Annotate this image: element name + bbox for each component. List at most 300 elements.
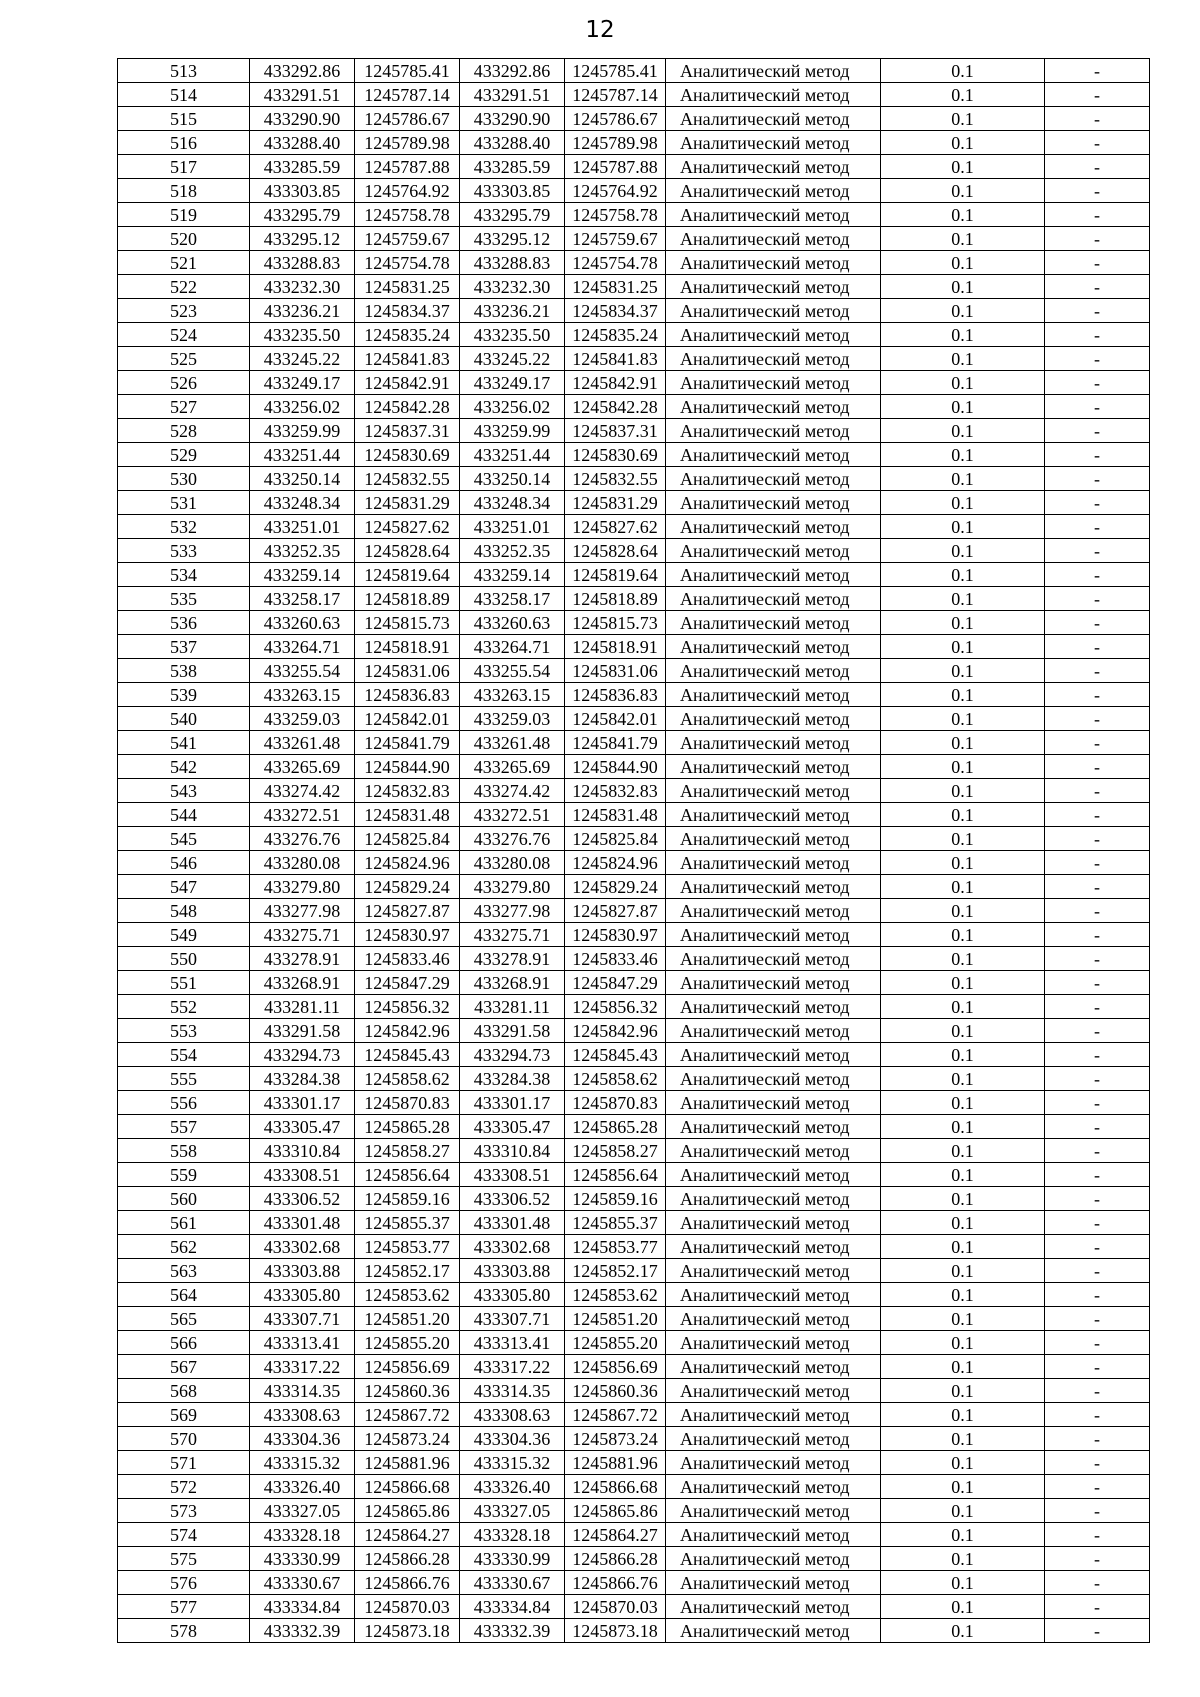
x-coordinate-cell: 433306.52 <box>250 1187 355 1211</box>
point-number-cell: 560 <box>118 1187 250 1211</box>
x-coordinate-cell: 433275.71 <box>250 923 355 947</box>
empty-mark-cell: - <box>1045 1283 1150 1307</box>
table-row <box>118 1283 1150 1307</box>
y-coordinate-cell: 1245832.55 <box>565 467 666 491</box>
y-coordinate-cell: 1245841.79 <box>355 731 460 755</box>
y-coordinate-cell: 1245764.92 <box>355 179 460 203</box>
x-coordinate-cell: 433280.08 <box>250 851 355 875</box>
y-coordinate-cell: 1245851.20 <box>565 1307 666 1331</box>
x-coordinate-cell: 433291.51 <box>460 83 565 107</box>
table-row <box>118 683 1150 707</box>
x-coordinate-cell: 433264.71 <box>250 635 355 659</box>
point-number-cell: 529 <box>118 443 250 467</box>
x-coordinate-cell: 433305.80 <box>460 1283 565 1307</box>
point-number-cell: 562 <box>118 1235 250 1259</box>
method-cell: Аналитический метод <box>666 1235 881 1259</box>
table-row <box>118 611 1150 635</box>
accuracy-cell: 0.1 <box>881 1283 1045 1307</box>
accuracy-cell: 0.1 <box>881 947 1045 971</box>
point-number-cell: 531 <box>118 491 250 515</box>
method-cell: Аналитический метод <box>666 467 881 491</box>
table-row <box>118 563 1150 587</box>
x-coordinate-cell: 433285.59 <box>460 155 565 179</box>
y-coordinate-cell: 1245824.96 <box>565 851 666 875</box>
table-row <box>118 251 1150 275</box>
y-coordinate-cell: 1245858.62 <box>565 1067 666 1091</box>
accuracy-cell: 0.1 <box>881 1139 1045 1163</box>
method-cell: Аналитический метод <box>666 1043 881 1067</box>
empty-mark-cell: - <box>1045 1115 1150 1139</box>
x-coordinate-cell: 433290.90 <box>250 107 355 131</box>
table-row <box>118 1451 1150 1475</box>
point-number-cell: 561 <box>118 1211 250 1235</box>
table-row <box>118 395 1150 419</box>
empty-mark-cell: - <box>1045 851 1150 875</box>
point-number-cell: 563 <box>118 1259 250 1283</box>
x-coordinate-cell: 433334.84 <box>250 1595 355 1619</box>
accuracy-cell: 0.1 <box>881 899 1045 923</box>
empty-mark-cell: - <box>1045 899 1150 923</box>
point-number-cell: 565 <box>118 1307 250 1331</box>
x-coordinate-cell: 433279.80 <box>460 875 565 899</box>
method-cell: Аналитический метод <box>666 1259 881 1283</box>
y-coordinate-cell: 1245827.87 <box>565 899 666 923</box>
method-cell: Аналитический метод <box>666 923 881 947</box>
y-coordinate-cell: 1245856.69 <box>565 1355 666 1379</box>
method-cell: Аналитический метод <box>666 1571 881 1595</box>
x-coordinate-cell: 433291.58 <box>250 1019 355 1043</box>
point-number-cell: 524 <box>118 323 250 347</box>
y-coordinate-cell: 1245828.64 <box>355 539 460 563</box>
y-coordinate-cell: 1245831.25 <box>565 275 666 299</box>
point-number-cell: 534 <box>118 563 250 587</box>
y-coordinate-cell: 1245856.64 <box>565 1163 666 1187</box>
x-coordinate-cell: 433249.17 <box>460 371 565 395</box>
y-coordinate-cell: 1245830.69 <box>355 443 460 467</box>
y-coordinate-cell: 1245842.28 <box>355 395 460 419</box>
method-cell: Аналитический метод <box>666 659 881 683</box>
accuracy-cell: 0.1 <box>881 155 1045 179</box>
y-coordinate-cell: 1245832.55 <box>355 467 460 491</box>
y-coordinate-cell: 1245835.24 <box>565 323 666 347</box>
y-coordinate-cell: 1245842.28 <box>565 395 666 419</box>
y-coordinate-cell: 1245815.73 <box>355 611 460 635</box>
y-coordinate-cell: 1245833.46 <box>565 947 666 971</box>
x-coordinate-cell: 433251.44 <box>460 443 565 467</box>
x-coordinate-cell: 433255.54 <box>460 659 565 683</box>
point-number-cell: 528 <box>118 419 250 443</box>
method-cell: Аналитический метод <box>666 203 881 227</box>
y-coordinate-cell: 1245865.28 <box>355 1115 460 1139</box>
point-number-cell: 525 <box>118 347 250 371</box>
x-coordinate-cell: 433313.41 <box>250 1331 355 1355</box>
x-coordinate-cell: 433249.17 <box>250 371 355 395</box>
y-coordinate-cell: 1245866.76 <box>355 1571 460 1595</box>
x-coordinate-cell: 433265.69 <box>460 755 565 779</box>
y-coordinate-cell: 1245764.92 <box>565 179 666 203</box>
x-coordinate-cell: 433308.63 <box>250 1403 355 1427</box>
table-row <box>118 1067 1150 1091</box>
y-coordinate-cell: 1245842.96 <box>565 1019 666 1043</box>
table-row <box>118 1235 1150 1259</box>
y-coordinate-cell: 1245867.72 <box>355 1403 460 1427</box>
method-cell: Аналитический метод <box>666 1115 881 1139</box>
y-coordinate-cell: 1245831.48 <box>565 803 666 827</box>
x-coordinate-cell: 433308.63 <box>460 1403 565 1427</box>
accuracy-cell: 0.1 <box>881 1019 1045 1043</box>
point-number-cell: 544 <box>118 803 250 827</box>
y-coordinate-cell: 1245873.18 <box>355 1619 460 1643</box>
x-coordinate-cell: 433278.91 <box>460 947 565 971</box>
method-cell: Аналитический метод <box>666 1187 881 1211</box>
y-coordinate-cell: 1245831.29 <box>355 491 460 515</box>
coordinates-table <box>117 58 1150 1643</box>
y-coordinate-cell: 1245845.43 <box>565 1043 666 1067</box>
point-number-cell: 536 <box>118 611 250 635</box>
x-coordinate-cell: 433310.84 <box>250 1139 355 1163</box>
method-cell: Аналитический метод <box>666 251 881 275</box>
point-number-cell: 523 <box>118 299 250 323</box>
y-coordinate-cell: 1245827.62 <box>355 515 460 539</box>
x-coordinate-cell: 433332.39 <box>460 1619 565 1643</box>
table-row <box>118 227 1150 251</box>
y-coordinate-cell: 1245825.84 <box>355 827 460 851</box>
empty-mark-cell: - <box>1045 587 1150 611</box>
method-cell: Аналитический метод <box>666 1595 881 1619</box>
table-row <box>118 731 1150 755</box>
accuracy-cell: 0.1 <box>881 875 1045 899</box>
point-number-cell: 566 <box>118 1331 250 1355</box>
empty-mark-cell: - <box>1045 347 1150 371</box>
point-number-cell: 521 <box>118 251 250 275</box>
method-cell: Аналитический метод <box>666 1547 881 1571</box>
x-coordinate-cell: 433284.38 <box>250 1067 355 1091</box>
accuracy-cell: 0.1 <box>881 83 1045 107</box>
empty-mark-cell: - <box>1045 299 1150 323</box>
empty-mark-cell: - <box>1045 1211 1150 1235</box>
empty-mark-cell: - <box>1045 323 1150 347</box>
x-coordinate-cell: 433288.83 <box>460 251 565 275</box>
accuracy-cell: 0.1 <box>881 1211 1045 1235</box>
x-coordinate-cell: 433263.15 <box>250 683 355 707</box>
accuracy-cell: 0.1 <box>881 1067 1045 1091</box>
y-coordinate-cell: 1245829.24 <box>565 875 666 899</box>
accuracy-cell: 0.1 <box>881 1475 1045 1499</box>
point-number-cell: 564 <box>118 1283 250 1307</box>
x-coordinate-cell: 433315.32 <box>250 1451 355 1475</box>
y-coordinate-cell: 1245844.90 <box>355 755 460 779</box>
y-coordinate-cell: 1245789.98 <box>565 131 666 155</box>
empty-mark-cell: - <box>1045 1451 1150 1475</box>
empty-mark-cell: - <box>1045 1307 1150 1331</box>
y-coordinate-cell: 1245831.06 <box>565 659 666 683</box>
point-number-cell: 570 <box>118 1427 250 1451</box>
accuracy-cell: 0.1 <box>881 923 1045 947</box>
method-cell: Аналитический метод <box>666 1403 881 1427</box>
empty-mark-cell: - <box>1045 419 1150 443</box>
y-coordinate-cell: 1245830.69 <box>565 443 666 467</box>
empty-mark-cell: - <box>1045 611 1150 635</box>
empty-mark-cell: - <box>1045 1475 1150 1499</box>
point-number-cell: 545 <box>118 827 250 851</box>
y-coordinate-cell: 1245866.68 <box>565 1475 666 1499</box>
empty-mark-cell: - <box>1045 1355 1150 1379</box>
x-coordinate-cell: 433314.35 <box>460 1379 565 1403</box>
table-row <box>118 1211 1150 1235</box>
method-cell: Аналитический метод <box>666 179 881 203</box>
accuracy-cell: 0.1 <box>881 179 1045 203</box>
point-number-cell: 557 <box>118 1115 250 1139</box>
method-cell: Аналитический метод <box>666 347 881 371</box>
table-row <box>118 851 1150 875</box>
x-coordinate-cell: 433232.30 <box>250 275 355 299</box>
x-coordinate-cell: 433264.71 <box>460 635 565 659</box>
table-row <box>118 971 1150 995</box>
method-cell: Аналитический метод <box>666 1619 881 1643</box>
y-coordinate-cell: 1245837.31 <box>355 419 460 443</box>
table-row <box>118 779 1150 803</box>
accuracy-cell: 0.1 <box>881 971 1045 995</box>
y-coordinate-cell: 1245831.48 <box>355 803 460 827</box>
method-cell: Аналитический метод <box>666 851 881 875</box>
y-coordinate-cell: 1245873.24 <box>565 1427 666 1451</box>
x-coordinate-cell: 433259.99 <box>250 419 355 443</box>
table-row <box>118 707 1150 731</box>
x-coordinate-cell: 433288.83 <box>250 251 355 275</box>
table-row <box>118 995 1150 1019</box>
y-coordinate-cell: 1245819.64 <box>565 563 666 587</box>
method-cell: Аналитический метод <box>666 803 881 827</box>
x-coordinate-cell: 433308.51 <box>250 1163 355 1187</box>
y-coordinate-cell: 1245866.28 <box>565 1547 666 1571</box>
y-coordinate-cell: 1245787.88 <box>355 155 460 179</box>
y-coordinate-cell: 1245852.17 <box>565 1259 666 1283</box>
x-coordinate-cell: 433259.03 <box>250 707 355 731</box>
y-coordinate-cell: 1245855.20 <box>565 1331 666 1355</box>
x-coordinate-cell: 433332.39 <box>250 1619 355 1643</box>
table-row <box>118 1139 1150 1163</box>
empty-mark-cell: - <box>1045 1235 1150 1259</box>
empty-mark-cell: - <box>1045 539 1150 563</box>
x-coordinate-cell: 433310.84 <box>460 1139 565 1163</box>
method-cell: Аналитический метод <box>666 1499 881 1523</box>
y-coordinate-cell: 1245830.97 <box>355 923 460 947</box>
method-cell: Аналитический метод <box>666 107 881 131</box>
empty-mark-cell: - <box>1045 755 1150 779</box>
empty-mark-cell: - <box>1045 923 1150 947</box>
x-coordinate-cell: 433259.14 <box>460 563 565 587</box>
empty-mark-cell: - <box>1045 875 1150 899</box>
x-coordinate-cell: 433291.58 <box>460 1019 565 1043</box>
empty-mark-cell: - <box>1045 1331 1150 1355</box>
y-coordinate-cell: 1245832.83 <box>565 779 666 803</box>
y-coordinate-cell: 1245866.76 <box>565 1571 666 1595</box>
empty-mark-cell: - <box>1045 1019 1150 1043</box>
method-cell: Аналитический метод <box>666 227 881 251</box>
x-coordinate-cell: 433327.05 <box>460 1499 565 1523</box>
x-coordinate-cell: 433327.05 <box>250 1499 355 1523</box>
empty-mark-cell: - <box>1045 227 1150 251</box>
accuracy-cell: 0.1 <box>881 59 1045 83</box>
accuracy-cell: 0.1 <box>881 107 1045 131</box>
accuracy-cell: 0.1 <box>881 1499 1045 1523</box>
table-row <box>118 179 1150 203</box>
x-coordinate-cell: 433326.40 <box>250 1475 355 1499</box>
table-row <box>118 491 1150 515</box>
x-coordinate-cell: 433334.84 <box>460 1595 565 1619</box>
table-row <box>118 83 1150 107</box>
x-coordinate-cell: 433251.01 <box>460 515 565 539</box>
method-cell: Аналитический метод <box>666 755 881 779</box>
y-coordinate-cell: 1245867.72 <box>565 1403 666 1427</box>
y-coordinate-cell: 1245864.27 <box>565 1523 666 1547</box>
x-coordinate-cell: 433328.18 <box>460 1523 565 1547</box>
x-coordinate-cell: 433260.63 <box>250 611 355 635</box>
y-coordinate-cell: 1245842.01 <box>355 707 460 731</box>
y-coordinate-cell: 1245858.27 <box>355 1139 460 1163</box>
x-coordinate-cell: 433248.34 <box>460 491 565 515</box>
accuracy-cell: 0.1 <box>881 995 1045 1019</box>
table-row <box>118 443 1150 467</box>
table-row <box>118 1523 1150 1547</box>
point-number-cell: 577 <box>118 1595 250 1619</box>
y-coordinate-cell: 1245829.24 <box>355 875 460 899</box>
y-coordinate-cell: 1245842.91 <box>565 371 666 395</box>
empty-mark-cell: - <box>1045 707 1150 731</box>
x-coordinate-cell: 433258.17 <box>250 587 355 611</box>
y-coordinate-cell: 1245815.73 <box>565 611 666 635</box>
x-coordinate-cell: 433248.34 <box>250 491 355 515</box>
x-coordinate-cell: 433281.11 <box>460 995 565 1019</box>
accuracy-cell: 0.1 <box>881 851 1045 875</box>
accuracy-cell: 0.1 <box>881 611 1045 635</box>
method-cell: Аналитический метод <box>666 419 881 443</box>
point-number-cell: 553 <box>118 1019 250 1043</box>
y-coordinate-cell: 1245831.29 <box>565 491 666 515</box>
empty-mark-cell: - <box>1045 1499 1150 1523</box>
accuracy-cell: 0.1 <box>881 779 1045 803</box>
method-cell: Аналитический метод <box>666 707 881 731</box>
y-coordinate-cell: 1245786.67 <box>565 107 666 131</box>
y-coordinate-cell: 1245858.27 <box>565 1139 666 1163</box>
x-coordinate-cell: 433291.51 <box>250 83 355 107</box>
table-row <box>118 347 1150 371</box>
point-number-cell: 522 <box>118 275 250 299</box>
empty-mark-cell: - <box>1045 1619 1150 1643</box>
x-coordinate-cell: 433235.50 <box>250 323 355 347</box>
method-cell: Аналитический метод <box>666 611 881 635</box>
table-row <box>118 1187 1150 1211</box>
y-coordinate-cell: 1245785.41 <box>565 59 666 83</box>
method-cell: Аналитический метод <box>666 1427 881 1451</box>
empty-mark-cell: - <box>1045 971 1150 995</box>
empty-mark-cell: - <box>1045 995 1150 1019</box>
point-number-cell: 541 <box>118 731 250 755</box>
point-number-cell: 572 <box>118 1475 250 1499</box>
y-coordinate-cell: 1245832.83 <box>355 779 460 803</box>
y-coordinate-cell: 1245834.37 <box>565 299 666 323</box>
method-cell: Аналитический метод <box>666 1283 881 1307</box>
table-row <box>118 1259 1150 1283</box>
method-cell: Аналитический метод <box>666 1379 881 1403</box>
accuracy-cell: 0.1 <box>881 347 1045 371</box>
table-row <box>118 131 1150 155</box>
table-row <box>118 1043 1150 1067</box>
accuracy-cell: 0.1 <box>881 1115 1045 1139</box>
x-coordinate-cell: 433252.35 <box>250 539 355 563</box>
x-coordinate-cell: 433258.17 <box>460 587 565 611</box>
method-cell: Аналитический метод <box>666 947 881 971</box>
x-coordinate-cell: 433272.51 <box>460 803 565 827</box>
point-number-cell: 548 <box>118 899 250 923</box>
accuracy-cell: 0.1 <box>881 1571 1045 1595</box>
point-number-cell: 556 <box>118 1091 250 1115</box>
method-cell: Аналитический метод <box>666 1019 881 1043</box>
table-row <box>118 1427 1150 1451</box>
point-number-cell: 546 <box>118 851 250 875</box>
table-row <box>118 275 1150 299</box>
x-coordinate-cell: 433259.03 <box>460 707 565 731</box>
point-number-cell: 535 <box>118 587 250 611</box>
y-coordinate-cell: 1245866.68 <box>355 1475 460 1499</box>
point-number-cell: 543 <box>118 779 250 803</box>
empty-mark-cell: - <box>1045 1259 1150 1283</box>
point-number-cell: 547 <box>118 875 250 899</box>
y-coordinate-cell: 1245754.78 <box>355 251 460 275</box>
point-number-cell: 569 <box>118 1403 250 1427</box>
x-coordinate-cell: 433303.85 <box>250 179 355 203</box>
x-coordinate-cell: 433307.71 <box>460 1307 565 1331</box>
empty-mark-cell: - <box>1045 1187 1150 1211</box>
accuracy-cell: 0.1 <box>881 1355 1045 1379</box>
accuracy-cell: 0.1 <box>881 731 1045 755</box>
table-row <box>118 1355 1150 1379</box>
method-cell: Аналитический метод <box>666 1211 881 1235</box>
x-coordinate-cell: 433315.32 <box>460 1451 565 1475</box>
x-coordinate-cell: 433236.21 <box>250 299 355 323</box>
table-row <box>118 419 1150 443</box>
y-coordinate-cell: 1245818.89 <box>565 587 666 611</box>
empty-mark-cell: - <box>1045 371 1150 395</box>
method-cell: Аналитический метод <box>666 371 881 395</box>
y-coordinate-cell: 1245865.86 <box>565 1499 666 1523</box>
y-coordinate-cell: 1245759.67 <box>565 227 666 251</box>
table-row <box>118 299 1150 323</box>
x-coordinate-cell: 433301.17 <box>460 1091 565 1115</box>
table-row <box>118 1403 1150 1427</box>
y-coordinate-cell: 1245834.37 <box>355 299 460 323</box>
x-coordinate-cell: 433307.71 <box>250 1307 355 1331</box>
method-cell: Аналитический метод <box>666 395 881 419</box>
point-number-cell: 540 <box>118 707 250 731</box>
x-coordinate-cell: 433305.47 <box>250 1115 355 1139</box>
x-coordinate-cell: 433275.71 <box>460 923 565 947</box>
method-cell: Аналитический метод <box>666 1163 881 1187</box>
table-row <box>118 467 1150 491</box>
empty-mark-cell: - <box>1045 1595 1150 1619</box>
table-row <box>118 1571 1150 1595</box>
method-cell: Аналитический метод <box>666 1307 881 1331</box>
point-number-cell: 537 <box>118 635 250 659</box>
point-number-cell: 517 <box>118 155 250 179</box>
point-number-cell: 550 <box>118 947 250 971</box>
y-coordinate-cell: 1245758.78 <box>565 203 666 227</box>
table-row <box>118 899 1150 923</box>
accuracy-cell: 0.1 <box>881 1547 1045 1571</box>
y-coordinate-cell: 1245851.20 <box>355 1307 460 1331</box>
x-coordinate-cell: 433252.35 <box>460 539 565 563</box>
empty-mark-cell: - <box>1045 275 1150 299</box>
